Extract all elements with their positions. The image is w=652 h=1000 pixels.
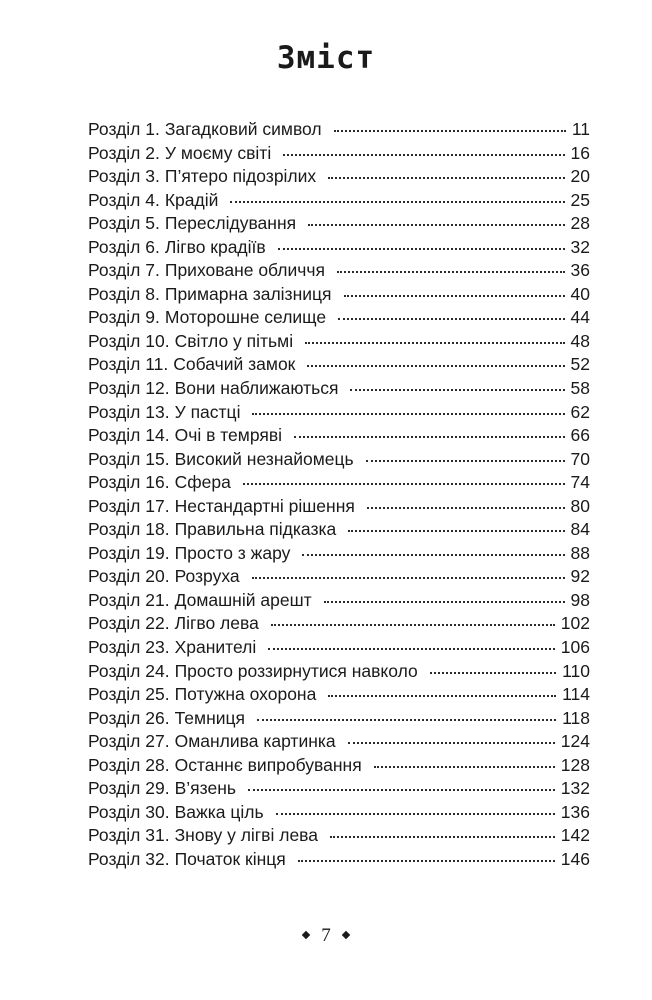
chapter-title: Розруха <box>174 566 240 587</box>
chapter-title: Нестандартні рішення <box>174 495 355 516</box>
chapter-page-number: 124 <box>560 731 590 752</box>
chapter-title: Просто роззирнутися навколо <box>174 660 418 681</box>
toc-entry-25[interactable] <box>88 684 590 708</box>
chapter-title: Примарна залізниця <box>164 283 332 304</box>
chapter-page-number: 142 <box>560 825 590 846</box>
chapter-label: Розділ 9. <box>88 307 160 328</box>
chapter-page-number: 74 <box>570 472 590 493</box>
chapter-page-number: 48 <box>570 330 590 351</box>
dot-leader <box>252 577 565 579</box>
chapter-label: Розділ 17. <box>88 495 170 516</box>
dot-leader <box>330 836 555 838</box>
toc-entry-8[interactable] <box>88 284 590 308</box>
chapter-page-number: 11 <box>571 119 590 139</box>
toc-entry-2[interactable] <box>88 143 590 167</box>
toc-entry-17[interactable] <box>88 496 590 520</box>
chapter-label: Розділ 3. <box>88 166 160 187</box>
chapter-title: Останнє випробування <box>174 754 362 775</box>
page-title: Зміст <box>276 40 376 76</box>
chapter-title: Хранителі <box>174 637 257 658</box>
dot-leader <box>252 413 564 415</box>
toc-entry-32[interactable] <box>88 849 590 873</box>
chapter-page-number: 70 <box>570 448 590 469</box>
dot-leader <box>302 554 564 556</box>
dot-leader <box>367 507 565 509</box>
chapter-page-number: 84 <box>570 519 590 540</box>
toc-entry-12[interactable] <box>88 378 590 402</box>
chapter-title: Вони наближаються <box>174 378 339 399</box>
toc-entry-31[interactable] <box>88 825 590 849</box>
dot-leader <box>350 389 564 391</box>
chapter-label: Розділ 31. <box>88 825 170 846</box>
toc-entry-19[interactable] <box>88 543 590 567</box>
chapter-page-number: 88 <box>570 542 590 563</box>
chapter-label: Розділ 32. <box>88 848 170 869</box>
chapter-page-number: 40 <box>570 283 590 304</box>
chapter-page-number: 20 <box>570 166 590 187</box>
dot-leader <box>305 342 564 344</box>
chapter-title: Приховане обличчя <box>164 260 325 281</box>
chapter-page-number: 146 <box>560 848 590 869</box>
chapter-label: Розділ 21. <box>88 589 170 610</box>
chapter-title: Оманлива картинка <box>174 731 336 752</box>
chapter-title: Просто з жару <box>174 542 291 563</box>
dot-leader <box>324 601 565 603</box>
chapter-title: Світло у пітьмі <box>174 330 294 351</box>
toc-entry-14[interactable] <box>88 425 590 449</box>
dot-leader <box>374 766 555 768</box>
chapter-label: Розділ 15. <box>88 448 170 469</box>
chapter-label: Розділ 18. <box>88 519 170 540</box>
chapter-page-number: 36 <box>570 260 590 281</box>
chapter-label: Розділ 28. <box>88 754 170 775</box>
toc-entry-7[interactable] <box>88 260 590 284</box>
chapter-page-number: 92 <box>570 566 590 587</box>
chapter-title: Початок кінця <box>174 848 286 869</box>
chapter-label: Розділ 4. <box>88 189 160 210</box>
toc-entry-11[interactable] <box>88 354 590 378</box>
toc-entry-15[interactable] <box>88 449 590 473</box>
chapter-page-number: 25 <box>570 189 590 210</box>
dot-leader <box>243 483 565 485</box>
page-footer <box>0 925 652 947</box>
chapter-title: Темниця <box>174 707 246 728</box>
dot-leader <box>308 224 564 226</box>
dot-leader <box>348 742 555 744</box>
toc-entry-27[interactable] <box>88 731 590 755</box>
chapter-page-number: 52 <box>570 354 590 375</box>
dot-leader <box>366 460 565 462</box>
chapter-title: Потужна охорона <box>174 684 317 705</box>
chapter-page-number: 80 <box>570 495 590 516</box>
chapter-page-number: 98 <box>570 589 590 610</box>
dot-leader <box>348 530 564 532</box>
toc-entry-4[interactable] <box>88 190 590 214</box>
chapter-page-number: 32 <box>570 236 590 257</box>
dot-leader <box>257 719 556 721</box>
toc-entry-1[interactable] <box>88 119 590 143</box>
chapter-label: Розділ 2. <box>88 142 160 163</box>
toc-entry-13[interactable] <box>88 402 590 426</box>
chapter-label: Розділ 12. <box>88 378 170 399</box>
chapter-title: П’ятеро підозрілих <box>164 166 317 187</box>
chapter-page-number: 118 <box>562 707 590 728</box>
dot-leader <box>294 436 565 438</box>
chapter-label: Розділ 30. <box>88 801 170 822</box>
chapter-title: Домашній арешт <box>174 589 312 610</box>
chapter-label: Розділ 8. <box>88 283 160 304</box>
chapter-page-number: 110 <box>562 660 590 681</box>
chapter-page-number: 28 <box>570 213 590 234</box>
toc-entry-22[interactable] <box>88 613 590 637</box>
chapter-title: Лігво лева <box>174 613 259 634</box>
chapter-title: В’язень <box>174 778 236 799</box>
toc-entry-3[interactable] <box>88 166 590 190</box>
chapter-title: Сфера <box>174 472 231 493</box>
dot-leader <box>283 154 564 156</box>
chapter-label: Розділ 14. <box>88 425 170 446</box>
dot-leader <box>337 271 565 273</box>
dot-leader <box>298 860 555 862</box>
right-diamond-ornament-icon <box>342 930 350 938</box>
chapter-label: Розділ 24. <box>88 660 170 681</box>
chapter-page-number: 58 <box>570 378 590 399</box>
dot-leader <box>276 813 555 815</box>
chapter-label: Розділ 19. <box>88 542 170 563</box>
chapter-label: Розділ 1. <box>88 119 160 139</box>
chapter-label: Розділ 20. <box>88 566 170 587</box>
dot-leader <box>430 672 556 674</box>
chapter-page-number: 16 <box>570 142 590 163</box>
chapter-label: Розділ 5. <box>88 213 160 234</box>
chapter-label: Розділ 7. <box>88 260 160 281</box>
toc-entry-29[interactable] <box>88 778 590 802</box>
chapter-title: У моєму світі <box>164 142 272 163</box>
chapter-label: Розділ 6. <box>88 236 160 257</box>
chapter-label: Розділ 23. <box>88 637 170 658</box>
toc-entry-26[interactable] <box>88 708 590 732</box>
chapter-label: Розділ 16. <box>88 472 170 493</box>
chapter-page-number: 114 <box>562 684 590 705</box>
chapter-label: Розділ 27. <box>88 731 170 752</box>
left-diamond-ornament-icon <box>302 930 310 938</box>
chapter-page-number: 44 <box>570 307 590 328</box>
toc-entry-6[interactable] <box>88 237 590 261</box>
dot-leader <box>344 295 565 297</box>
table-of-contents <box>88 119 590 873</box>
chapter-page-number: 132 <box>560 778 590 799</box>
chapter-title: Переслідування <box>164 213 297 234</box>
dot-leader <box>268 648 555 650</box>
chapter-label: Розділ 25. <box>88 684 170 705</box>
dot-leader <box>248 789 555 791</box>
chapter-label: Розділ 29. <box>88 778 170 799</box>
chapter-page-number: 128 <box>560 754 590 775</box>
toc-entry-9[interactable] <box>88 307 590 331</box>
dot-leader <box>328 695 556 697</box>
chapter-title: Правильна підказка <box>174 519 337 540</box>
chapter-title: Лігво крадіїв <box>164 236 266 257</box>
dot-leader <box>271 624 555 626</box>
chapter-label: Розділ 22. <box>88 613 170 634</box>
chapter-title: Моторошне селище <box>164 307 327 328</box>
chapter-label: Розділ 13. <box>88 401 170 422</box>
dot-leader <box>334 130 566 132</box>
toc-entry-18[interactable] <box>88 519 590 543</box>
chapter-title: Важка ціль <box>174 801 264 822</box>
toc-entry-30[interactable] <box>88 802 590 826</box>
toc-entry-23[interactable] <box>88 637 590 661</box>
chapter-title: Очі в темряві <box>174 425 283 446</box>
chapter-page-number: 102 <box>560 613 590 634</box>
chapter-title: У пастці <box>174 401 241 422</box>
dot-leader <box>307 365 564 367</box>
toc-entry-28[interactable] <box>88 755 590 779</box>
chapter-page-number: 136 <box>560 801 590 822</box>
chapter-title: Собачий замок <box>173 354 296 375</box>
chapter-page-number: 106 <box>560 637 590 658</box>
dot-leader <box>278 248 565 250</box>
dot-leader <box>230 201 564 203</box>
chapter-page-number: 66 <box>570 425 590 446</box>
page-number: 7 <box>321 925 331 946</box>
chapter-label: Розділ 11. <box>88 354 169 375</box>
toc-entry-21[interactable] <box>88 590 590 614</box>
chapter-title: Високий незнайомець <box>174 448 354 469</box>
toc-entry-10[interactable] <box>88 331 590 355</box>
chapter-label: Розділ 26. <box>88 707 170 728</box>
toc-entry-16[interactable] <box>88 472 590 496</box>
chapter-label: Розділ 10. <box>88 330 170 351</box>
toc-entry-5[interactable] <box>88 213 590 237</box>
dot-leader <box>338 318 564 320</box>
dot-leader <box>328 177 564 179</box>
toc-entry-20[interactable] <box>88 566 590 590</box>
chapter-title: Крадій <box>164 189 219 210</box>
chapter-page-number: 62 <box>570 401 590 422</box>
toc-entry-24[interactable] <box>88 661 590 685</box>
chapter-title: Знову у лігві лева <box>174 825 319 846</box>
chapter-title: Загадковий символ <box>164 119 322 139</box>
